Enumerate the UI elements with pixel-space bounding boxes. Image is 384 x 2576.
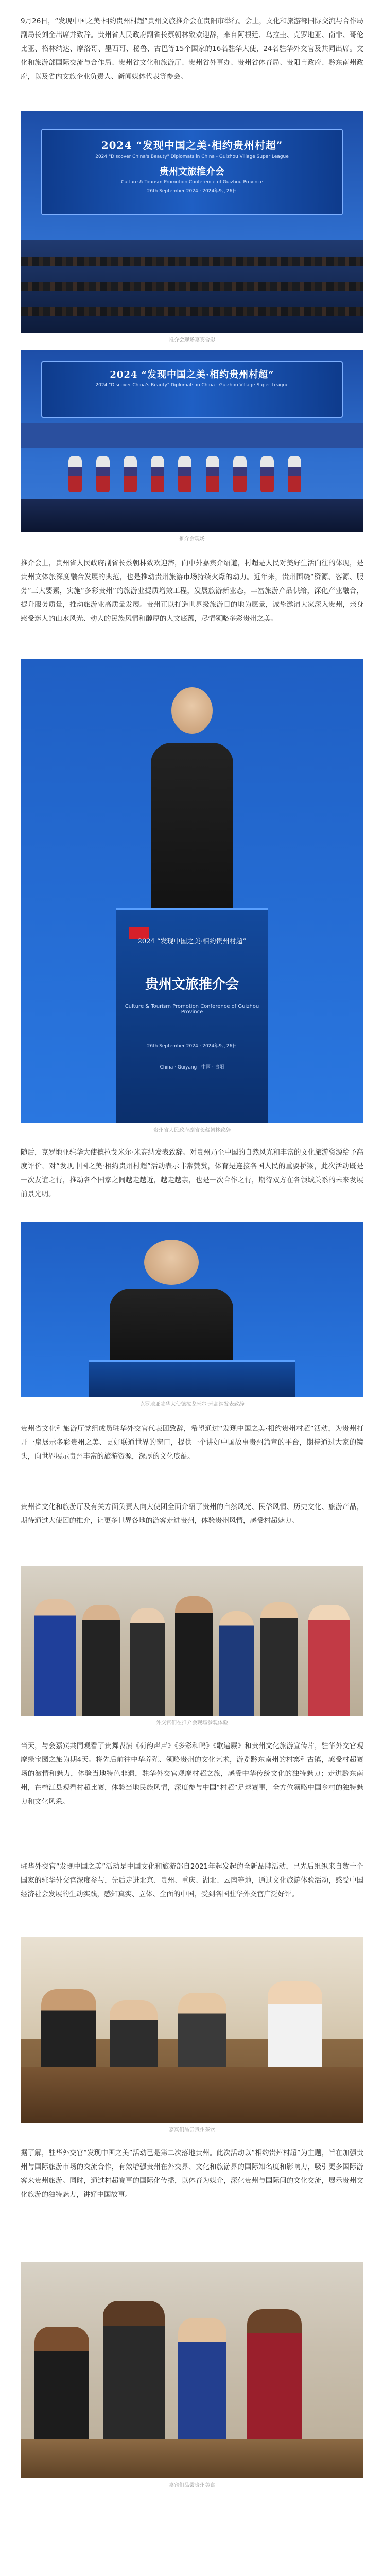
paragraph-background: 据了解，驻华外交官“发现中国之美”活动已是第二次落地贵州。此次活动以“相约贵州村超”为主题，旨在加强贵州与国际旅游市场的交流合作，有效增强贵州在外交界、文化和旅游界的国际知名度和影响力，吸引更多国际游客来贵州旅游。同时，通过村超赛事的国际化传播，以体育为媒介，深化贵州与国际间的文化交流，展示贵州文化旅游的独特魅力，讲好中国故事。 (21, 2149, 363, 2199)
podium-title: 2024 “发现中国之美·相约贵州村超” (137, 937, 247, 945)
caption-7: 嘉宾们品尝贵州美食 (169, 2483, 215, 2488)
speaker-head (171, 687, 213, 734)
podium-event-english: Culture & Tourism Promotion Conference of Guizhou Province (125, 1004, 259, 1015)
stage-banner-2 (41, 361, 343, 418)
podium-event-name: 贵州文旅推介会 (145, 977, 239, 993)
photo-ambassador-speech (21, 1222, 363, 1397)
speaker-body (151, 743, 233, 928)
paragraph-performance: 当天，与会嘉宾共同观看了贵舞表演《荷韵声声》《多彩和鸣》《歌遍蕨》和贵州文化旅游宣传片，驻华外交官观摩绿宝园之旅为期4天。将先后前往中华养殖、领略贵州的文化艺术，游览黔东南州的村寨和古镇，感受村超赛场的激情和魅力，体验当地特色非遗，驻华外交官观摩村超之旅，感受中华传统文化的独特魅力；走进黔东南州，在榕江县观看村超比赛，体验当地民族风情，深度参与中国“村超”足球赛事，全方位领略中国乡村的独特魅力和文化风采。 (21, 1742, 363, 1806)
banner-title: 2024 “发现中国之美·相约贵州村超” (101, 139, 283, 152)
photo-food-tasting (21, 2262, 363, 2478)
caption-4: 克罗地亚驻华大使德拉戈米尔·米高纳发表致辞 (139, 1402, 245, 1408)
photo-tea-tasting (21, 1937, 363, 2123)
paragraph-intro: 9月26日，“发现中国之美·相约贵州村超”贵州文旅推介会在贵阳市举行。会上，文化和旅游部国际交流与合作局副局长刘全出席并致辞。贵州省人民政府副省长蔡朝林致欢迎辞，来自阿根廷、乌拉圭、克罗地亚、南非、哥伦比亚、格林纳达、摩洛哥、墨西哥、秘鲁、古巴等15个国家的16名驻华大使，24名驻华外交官及共同出席。文化和旅游部国际交流与合作局、贵州省文化和旅游厅、贵州省外事办、贵州省体育局、贵阳市政府、黔东南州政府，以及省内文旅企业负责人、新闻媒体代表等参会。 (21, 17, 363, 81)
paragraph-ambassador: 随后，克罗地亚驻华大使德拉戈米尔·米高纳发表致辞。对贵州乃至中国的自然风光和丰富的文化旅游资源给予高度评价，对“发现中国之美·相约贵州村超”活动表示非常赞赏，体育是连接各国人民的重要桥梁，此次活动既是一次友谊之行，推动各个国家之间越走越近，越走越亲，也是一次合作之行，期待双方在各领域关系的未来发展前景光明。 (21, 1148, 363, 1198)
caption-2: 推介会现场 (179, 536, 205, 542)
paragraph-vice-governor: 推介会上，贵州省人民政府副省长蔡朝林致欢迎辞，向中外嘉宾介绍道，村超是人民对美好生活向往的体现，是贵州文体旅深度融合发展的典范，也是推动贵州旅游市场持续火爆的动力。近年来，贵州围绕“资源、客源、服务”三大要素，实施“多彩贵州”的旅游业提质增效工程，发展旅游新业态，丰富旅游产品供给，深化产业融合，提升服务质量，推动旅游业高质量发展。贵州正以打造世界级旅游目的地为愿景，诚挚邀请大家深入贵州，亲身感受迷人的山水风光、动人的民族风情和醇厚的人文底蕴，尽情领略多彩贵州之美。 (21, 559, 363, 623)
podium (116, 908, 267, 1123)
caption-1: 推介会现场嘉宾合影 (169, 337, 215, 343)
paragraph-department: 贵州省文化和旅游厅党组成员驻华外交官代表团致辞，希望通过“发现中国之美·相约贵州村超”活动，为贵州打开一扇展示多彩贵州之美、更好联通世界的窗口，提供一个讲好中国故事贵州篇章的平台，期待通过大家的镜头，向世界展示贵州丰富的旅游资源，深厚的文化底蕴。 (21, 1425, 363, 1461)
photo-speaker-podium (21, 659, 363, 1123)
podium-place: China · Guiyang · 中国 · 贵阳 (160, 1065, 224, 1071)
paragraph-introduction: 贵州省文化和旅游厅及有关方面负责人向大使团全面介绍了贵州的自然风光、民俗风情、历史文化、旅游产品，期待通过大使团的推介，让更多世界各地的游客走进贵州，体验贵州风情，感受村超魅力。 (21, 1503, 363, 1525)
banner-subtitle: 2024 "Discover China's Beauty" Diplomats in China - Guizhou Village Super League (95, 154, 289, 160)
caption-3: 贵州省人民政府副省长蔡朝林致辞 (153, 1128, 231, 1133)
banner-event-english: Culture & Tourism Promotion Conference of Guizhou Province (121, 180, 263, 185)
banner-subtitle-2: 2024 "Discover China's Beauty" Diplomats in China · Guizhou Village Super League (95, 383, 289, 388)
podium-date: 26th September 2024 · 2024年9月26日 (147, 1043, 237, 1049)
stage-banner (41, 129, 343, 215)
audience (21, 240, 363, 333)
caption-5: 外交官们在推介会现场参观体验 (156, 1720, 228, 1726)
photo-stage-performance (21, 350, 363, 532)
banner-title-2: 2024 “发现中国之美·相约贵州村超” (110, 369, 274, 381)
photo-diplomats-visit (21, 1566, 363, 1716)
banner-date: 26th September 2024 · 2024年9月26日 (147, 189, 237, 194)
banner-event-name: 贵州文旅推介会 (160, 166, 224, 178)
paragraph-brand-activity: 驻华外交官“发现中国之美”活动是中国文化和旅游部自2021年起发起的全新品牌活动，已先后组织来自数十个国家的驻华外交官深度参与，先后走进北京、贵州、重庆、湖北、云南等地，通过文化旅游体验活动，感受中国经济社会发展的生动实践，感知真实、立体、全面的中国，受到各国驻华外交官广泛好评。 (21, 1862, 363, 1899)
caption-6: 嘉宾们品尝贵州茶饮 (169, 2127, 215, 2133)
photo-conference-hall (21, 111, 363, 333)
